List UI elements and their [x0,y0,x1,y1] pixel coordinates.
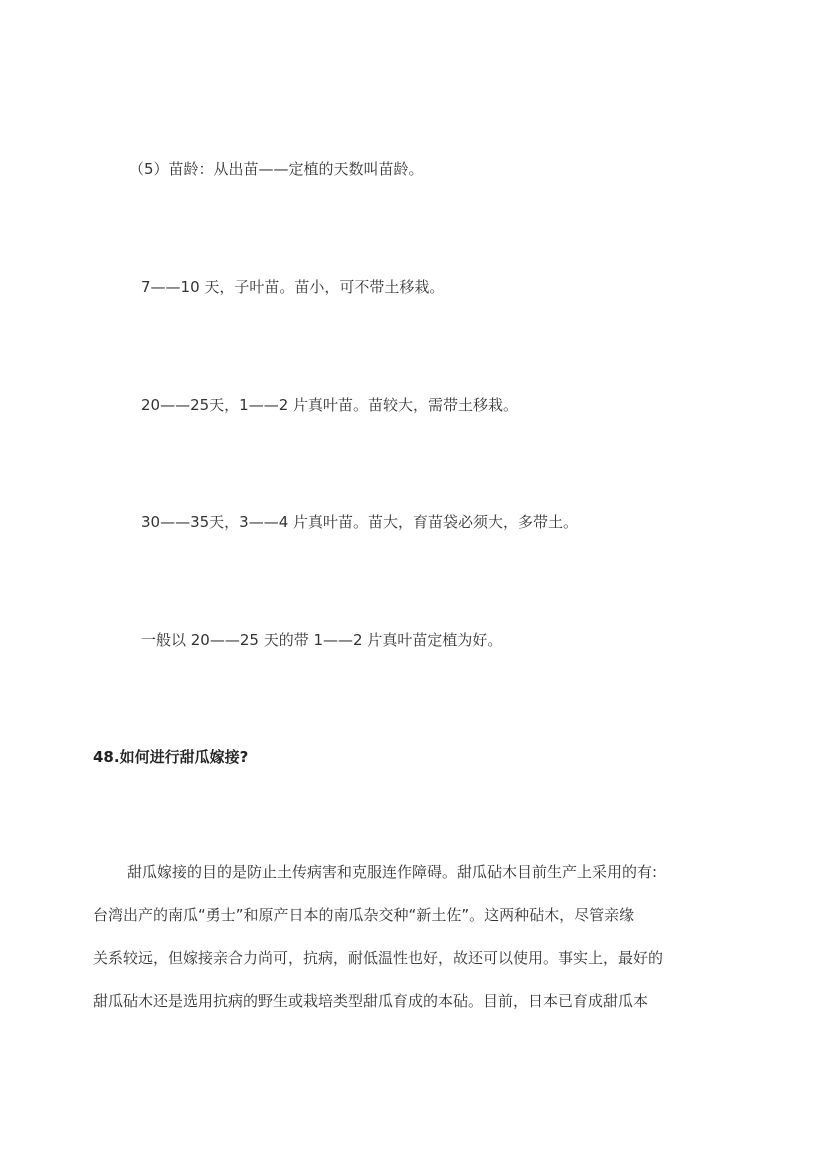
grafting-paragraph [93,862,729,1034]
seedling-age-item-1: 7——10 天，子叶苗。苗小，可不带土移栽。 [141,278,445,296]
paragraph-line: 甜瓜嫁接的目的是防止土传病害和克服连作障碍。甜瓜砧木目前生产上采用的有: [127,863,658,881]
paragraph-line: 台湾出产的南瓜“勇士”和原产日本的南瓜杂交种“新土佐”。这两种砧木，尽管亲缘 [93,906,635,924]
paragraph-line: 关系较远，但嫁接亲合力尚可，抗病，耐低温性也好，故还可以使用。事实上，最好的 [93,949,664,967]
seedling-age-item-2: 20——25天，1——2 片真叶苗。苗较大，需带土移栽。 [141,396,519,414]
seedling-age-item-3: 30——35天，3——4 片真叶苗。苗大，育苗袋必须大，多带土。 [141,513,579,531]
seedling-age-recommendation: 一般以 20——25 天的带 1——2 片真叶苗定植为好。 [141,631,503,649]
paragraph-line: 甜瓜砧木还是选用抗病的野生或栽培类型甜瓜育成的本砧。目前，日本已育成甜瓜本 [93,992,649,1010]
section-heading: 48.如何进行甜瓜嫁接? [93,748,249,766]
seedling-age-definition: （5）苗龄：从出苗——定植的天数叫苗龄。 [129,160,424,178]
